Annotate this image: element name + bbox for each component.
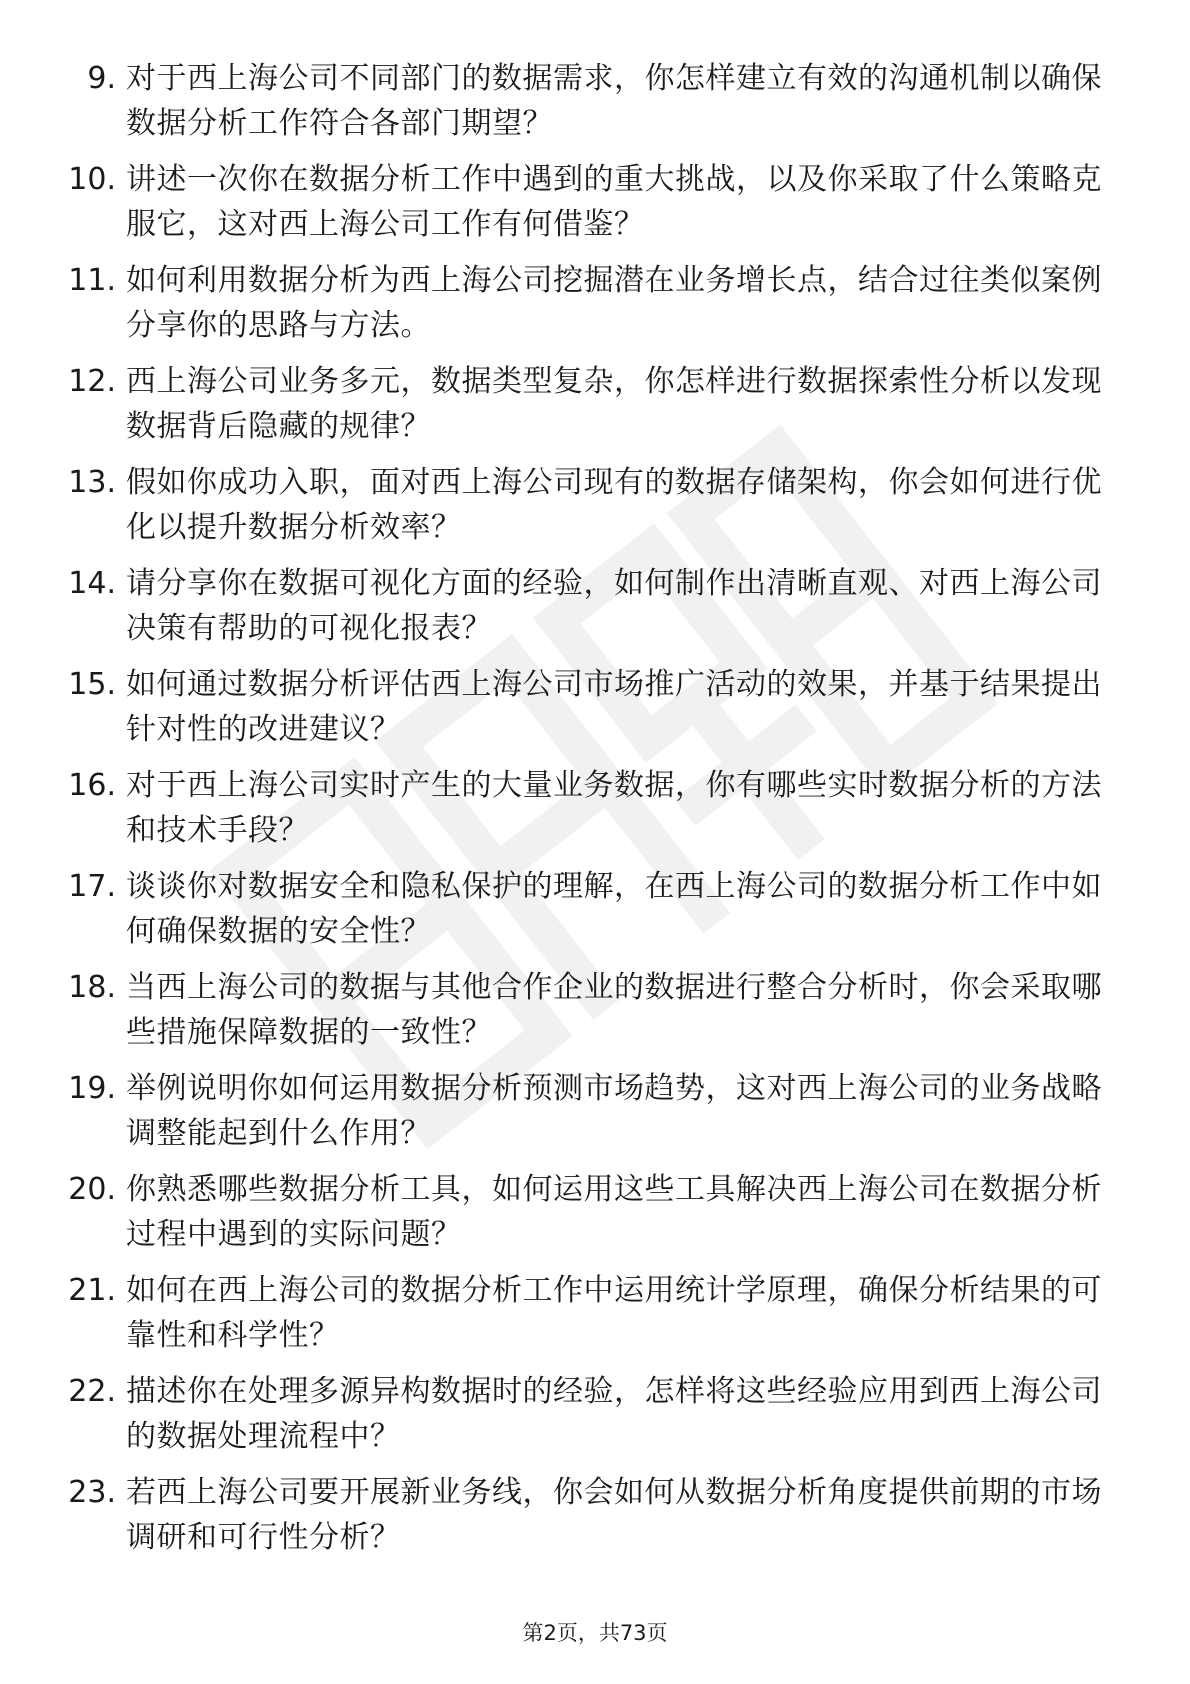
question-number: 17.	[68, 869, 116, 904]
question-text: 你熟悉哪些数据分析工具，如何运用这些工具解决西上海公司在数据分析过程中遇到的实际问题？	[126, 1172, 1102, 1252]
question-item	[52, 1066, 1112, 1167]
question-item	[52, 965, 1112, 1066]
question-text: 若西上海公司要开展新业务线，你会如何从数据分析角度提供前期的市场调研和可行性分析？	[126, 1475, 1102, 1555]
question-number: 16.	[68, 768, 116, 803]
page-number-footer: 第2页，共73页	[522, 1621, 668, 1645]
question-item	[52, 157, 1112, 258]
question-number: 14.	[68, 566, 116, 601]
question-text: 谈谈你对数据安全和隐私保护的理解，在西上海公司的数据分析工作中如何确保数据的安全性？	[126, 869, 1102, 949]
question-number: 19.	[68, 1071, 116, 1106]
question-number: 9.	[87, 61, 116, 96]
question-item	[52, 1167, 1112, 1268]
question-item	[52, 662, 1112, 763]
question-item	[52, 1470, 1112, 1571]
question-number: 10.	[68, 162, 116, 197]
question-number: 12.	[68, 364, 116, 399]
question-item	[52, 1268, 1112, 1369]
question-item	[52, 460, 1112, 561]
question-item	[52, 561, 1112, 662]
question-text: 假如你成功入职，面对西上海公司现有的数据存储架构，你会如何进行优化以提升数据分析效率？	[126, 465, 1102, 545]
question-number: 15.	[68, 667, 116, 702]
question-text: 西上海公司业务多元，数据类型复杂，你怎样进行数据探索性分析以发现数据背后隐藏的规律？	[126, 364, 1102, 444]
question-text: 请分享你在数据可视化方面的经验，如何制作出清晰直观、对西上海公司决策有帮助的可视化报表？	[126, 566, 1102, 646]
question-item	[52, 864, 1112, 965]
question-text: 对于西上海公司不同部门的数据需求，你怎样建立有效的沟通机制以确保数据分析工作符合各部门期望？	[126, 61, 1102, 141]
question-text: 举例说明你如何运用数据分析预测市场趋势，这对西上海公司的业务战略调整能起到什么作用？	[126, 1071, 1102, 1151]
question-text: 对于西上海公司实时产生的大量业务数据，你有哪些实时数据分析的方法和技术手段？	[126, 768, 1102, 848]
question-item	[52, 258, 1112, 359]
question-number: 20.	[68, 1172, 116, 1207]
question-number: 23.	[68, 1475, 116, 1510]
question-text: 当西上海公司的数据与其他合作企业的数据进行整合分析时，你会采取哪些措施保障数据的一致性？	[126, 970, 1102, 1050]
question-item	[52, 1369, 1112, 1470]
question-text: 如何在西上海公司的数据分析工作中运用统计学原理，确保分析结果的可靠性和科学性？	[126, 1273, 1102, 1353]
question-number: 18.	[68, 970, 116, 1005]
question-item	[52, 763, 1112, 864]
question-item	[52, 56, 1112, 157]
question-number: 13.	[68, 465, 116, 500]
question-number: 11.	[68, 263, 116, 298]
question-text: 描述你在处理多源异构数据时的经验，怎样将这些经验应用到西上海公司的数据处理流程中？	[126, 1374, 1102, 1454]
question-text: 讲述一次你在数据分析工作中遇到的重大挑战，以及你采取了什么策略克服它，这对西上海公司工作有何借鉴？	[126, 162, 1102, 242]
question-item	[52, 359, 1112, 460]
question-number: 21.	[68, 1273, 116, 1308]
question-text: 如何利用数据分析为西上海公司挖掘潜在业务增长点，结合过往类似案例分享你的思路与方法。	[126, 263, 1102, 343]
question-number: 22.	[68, 1374, 116, 1409]
question-text: 如何通过数据分析评估西上海公司市场推广活动的效果，并基于结果提出针对性的改进建议？	[126, 667, 1102, 747]
question-list	[52, 56, 1112, 1571]
